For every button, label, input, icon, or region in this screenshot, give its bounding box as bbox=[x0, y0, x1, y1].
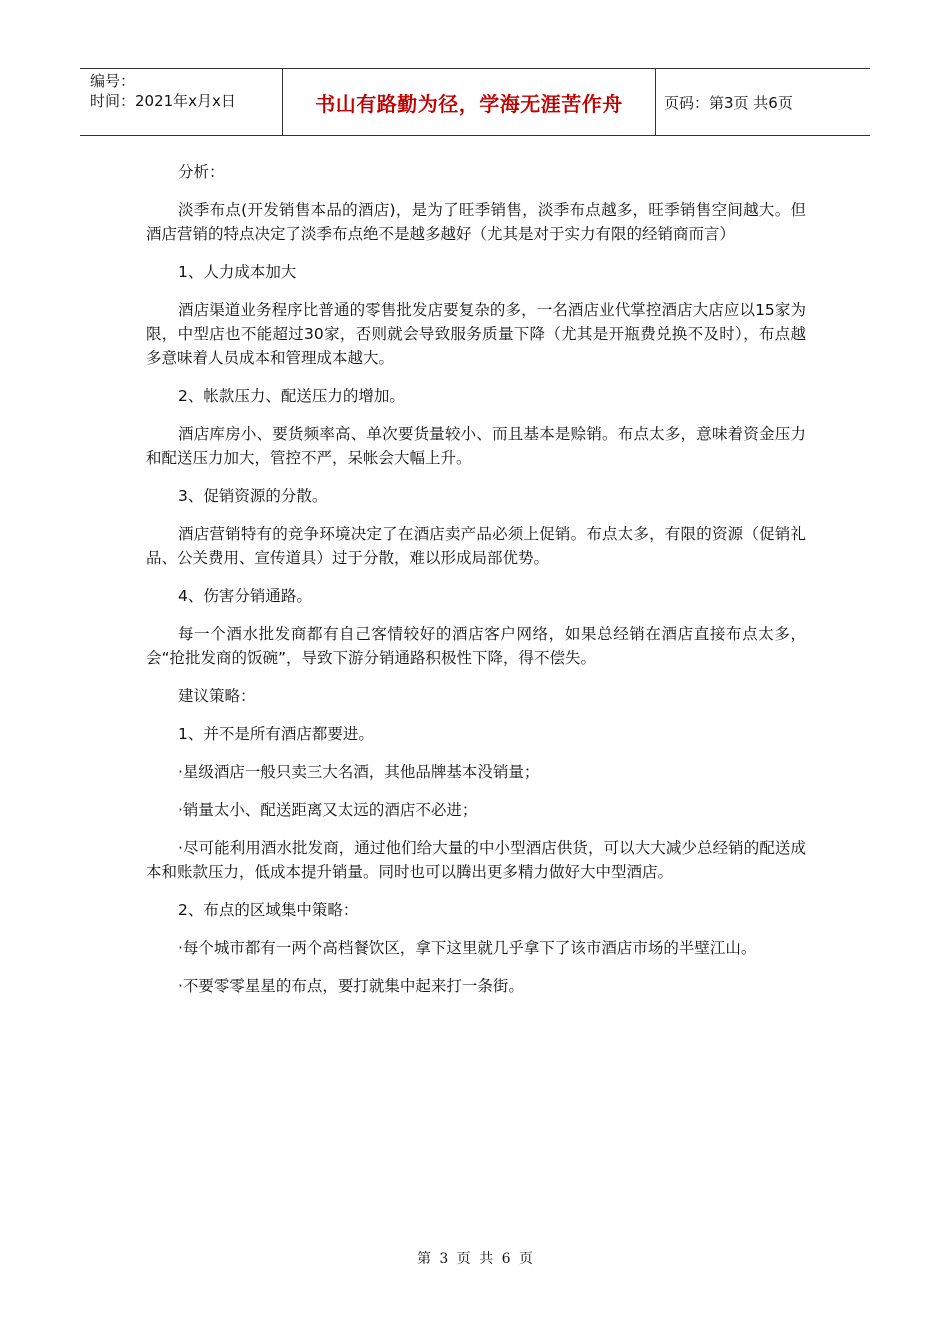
paragraph: 2、帐款压力、配送压力的增加。 bbox=[178, 387, 405, 405]
paragraph: 酒店库房小、要货频率高、单次要货量较小、而且基本是赊销。布点太多，意味着资金压力和配送压力加大，管控不严，呆帐会大幅上升。 bbox=[146, 425, 806, 467]
paragraph: 酒店营销特有的竞争环境决定了在酒店卖产品必须上促销。布点太多，有限的资源（促销礼品、公关费用、宣传道具）过于分散，难以形成局部优势。 bbox=[146, 525, 806, 567]
paragraph: 酒店渠道业务程序比普通的零售批发店要复杂的多，一名酒店业代掌控酒店大店应以15家为限，中型店也不能超过30家，否则就会导致服务质量下降（尤其是开瓶费兑换不及时），布点越多意味着人员成本和管理成本越大。 bbox=[146, 301, 806, 367]
paragraph: 1、并不是所有酒店都要进。 bbox=[178, 725, 374, 743]
header-page-number: 页码：第3页 共6页 bbox=[664, 93, 793, 112]
paragraph: ·每个城市都有一两个高档餐饮区，拿下这里就几乎拿下了该市酒店市场的半壁江山。 bbox=[178, 939, 757, 957]
paragraph: 2、布点的区域集中策略： bbox=[178, 901, 359, 919]
document-date-label: 时间：2021年x月x日 bbox=[90, 92, 236, 110]
paragraph: 建议策略： bbox=[178, 687, 256, 705]
paragraph: 淡季布点(开发销售本品的酒店)，是为了旺季销售，淡季布点越多，旺季销售空间越大。但酒店营销的特点决定了淡季布点绝不是越多越好（尤其是对于实力有限的经销商而言） bbox=[146, 201, 806, 243]
document-body bbox=[146, 160, 806, 1012]
page-footer: 第 3 页 共 6 页 bbox=[416, 1251, 534, 1267]
page-header bbox=[80, 68, 870, 136]
paragraph: 3、促销资源的分散。 bbox=[178, 487, 328, 505]
paragraph: 分析： bbox=[178, 163, 225, 181]
header-motto: 书山有路勤为径，学海无涯苦作舟 bbox=[282, 69, 656, 135]
document-number-label: 编号： bbox=[90, 72, 136, 90]
paragraph: 1、人力成本加大 bbox=[178, 263, 297, 281]
paragraph: ·销量太小、配送距离又太远的酒店不必进； bbox=[178, 801, 478, 819]
paragraph: ·尽可能利用酒水批发商，通过他们给大量的中小型酒店供货，可以大大减少总经销的配送成本和账款压力，低成本提升销量。同时也可以腾出更多精力做好大中型酒店。 bbox=[146, 839, 806, 881]
paragraph: ·不要零零星星的布点，要打就集中起来打一条街。 bbox=[178, 977, 524, 995]
paragraph: ·星级酒店一般只卖三大名酒，其他品牌基本没销量； bbox=[178, 763, 540, 781]
paragraph: 4、伤害分销通路。 bbox=[178, 587, 312, 605]
paragraph: 每一个酒水批发商都有自己客情较好的酒店客户网络，如果总经销在酒店直接布点太多，会“抢批发商的饭碗”，导致下游分销通路积极性下降，得不偿失。 bbox=[146, 625, 806, 667]
header-info bbox=[80, 69, 282, 135]
